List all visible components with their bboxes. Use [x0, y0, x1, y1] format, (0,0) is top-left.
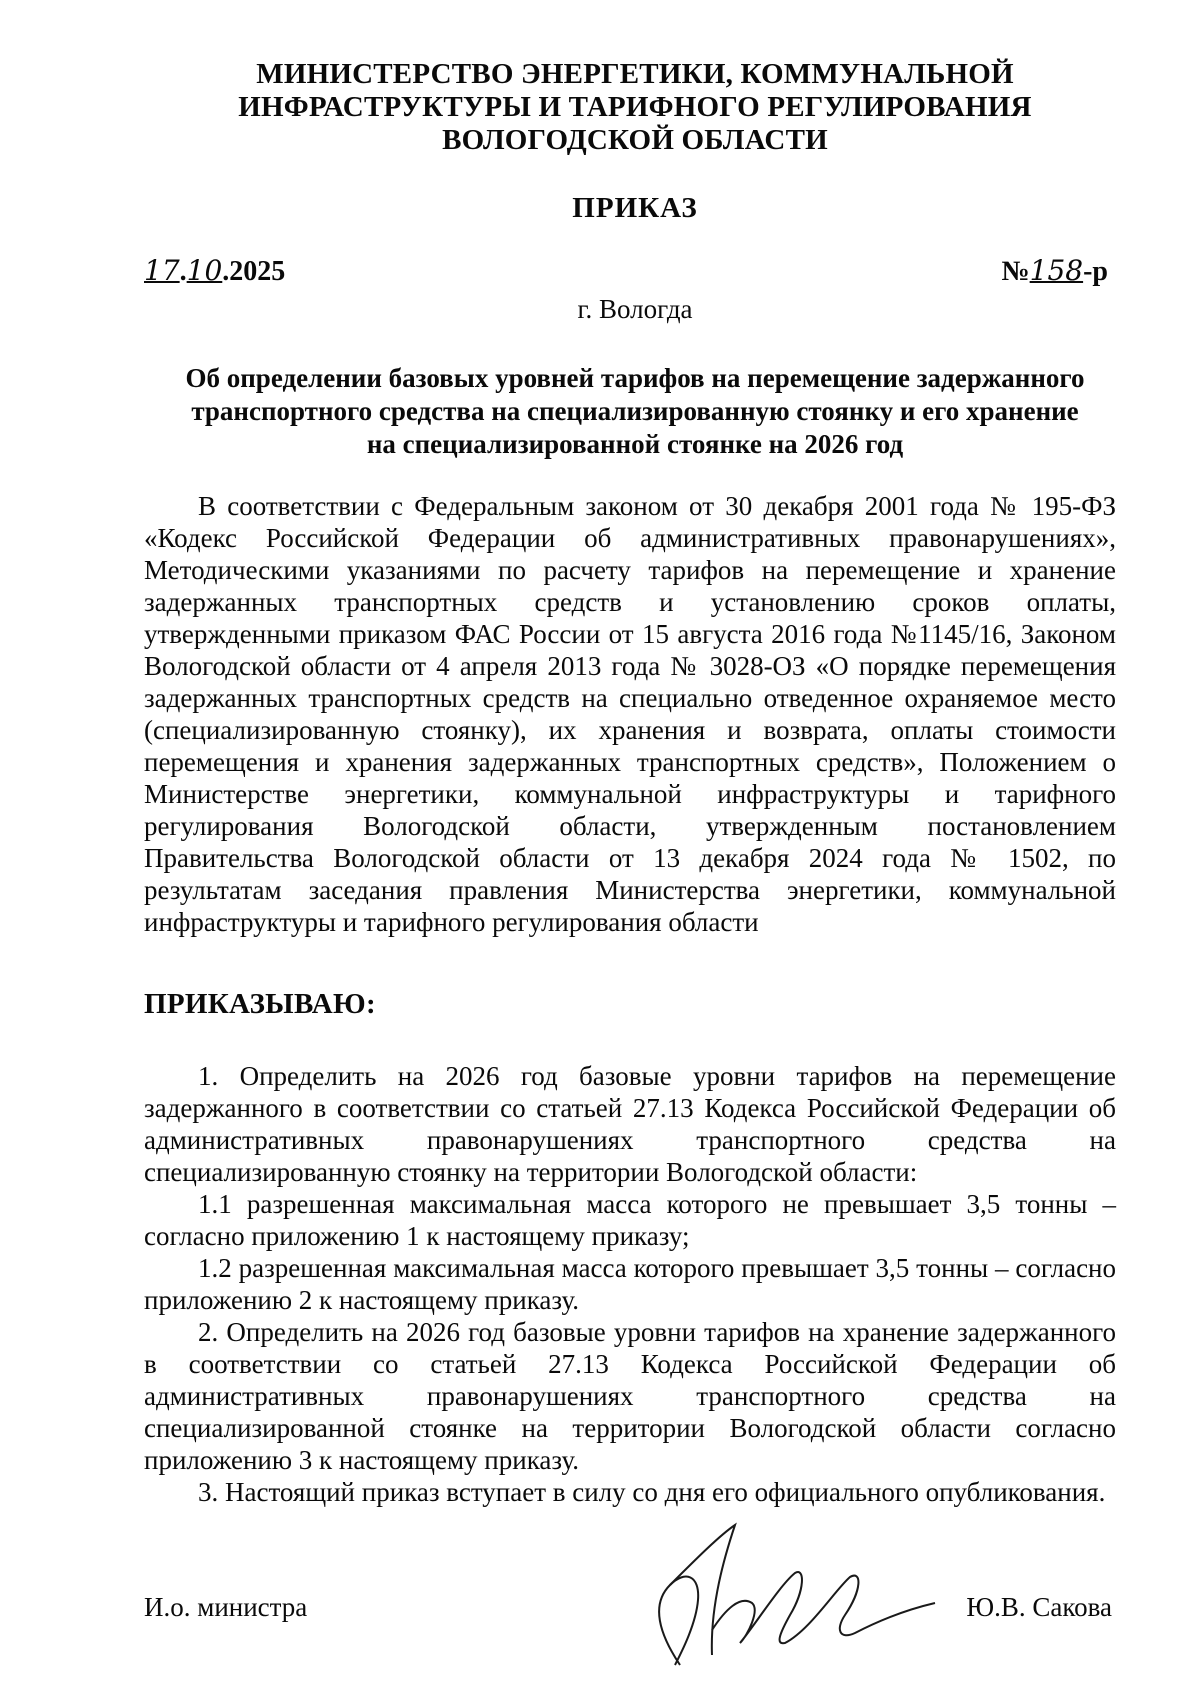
order-subject-line-2: транспортного средства на специализированную стоянку и его хранение [191, 396, 1079, 426]
signatory-name: Ю.В. Сакова [966, 1592, 1112, 1622]
order-date-year: .2025 [222, 256, 286, 287]
order-date [144, 254, 285, 288]
order-subject-line-3: на специализированной стоянке на 2026 год [366, 429, 904, 459]
preamble [144, 490, 1116, 938]
ministry-header-line-3: ВОЛОГОДСКОЙ ОБЛАСТИ [442, 124, 828, 156]
order-date-month: 10 [186, 254, 223, 287]
order-item-3: 3. Настоящий приказ вступает в силу со дня его официального опубликования. [198, 1477, 1106, 1507]
order-directive: ПРИКАЗЫВАЮ: [144, 988, 376, 1020]
order-subject-line-1: Об определении базовых уровней тарифов на перемещение задержанного [185, 363, 1085, 393]
order-number-suffix: -р [1083, 256, 1108, 287]
order-items [144, 1060, 1116, 1508]
order-number [1002, 254, 1109, 288]
city: г. Вологда [577, 294, 693, 324]
order-number-prefix: № [1001, 256, 1030, 287]
order-subject [140, 362, 1130, 461]
order-item-1-2: 1.2 разрешенная максимальная масса которого превышает 3,5 тонны – согласно приложению 2 к настоящему приказу. [144, 1253, 1116, 1315]
order-date-day: 17 [144, 254, 180, 287]
order-date-separator: . [179, 256, 187, 287]
ministry-header-line-1: МИНИСТЕРСТВО ЭНЕРГЕТИКИ, КОММУНАЛЬНОЙ [256, 58, 1014, 90]
signatory-position: И.о. министра [144, 1592, 308, 1622]
ministry-header [140, 58, 1130, 157]
document-type-title: ПРИКАЗ [572, 192, 698, 224]
handwritten-signature [640, 1515, 940, 1675]
ministry-header-line-2: ИНФРАСТРУКТУРЫ И ТАРИФНОГО РЕГУЛИРОВАНИЯ [238, 91, 1032, 123]
order-number-value: 158 [1029, 254, 1084, 287]
order-item-1: 1. Определить на 2026 год базовые уровни тарифов на перемещение задержанного в соответствии со статьей 27.13 Кодекса Российской Федерации об административных правонарушениях транспортного средства на специализированную стоянку на территории Вологодской области: [144, 1061, 1116, 1187]
order-item-1-1: 1.1 разрешенная максимальная масса которого не превышает 3,5 тонны – согласно приложению 1 к настоящему приказу; [144, 1189, 1116, 1251]
order-item-2: 2. Определить на 2026 год базовые уровни тарифов на хранение задержанного в соответствии со статьей 27.13 Кодекса Российской Федерации об административных правонарушениях транспортного средства на специализированной стоянке на территории Вологодской области согласно приложению 3 к настоящему приказу. [144, 1317, 1116, 1475]
preamble-paragraph: В соответствии с Федеральным законом от 30 декабря 2001 года № 195-ФЗ «Кодекс Российской Федерации об административных правонарушениях», Методическими указаниями по расчету тарифов на перемещение и хранение задержанных транспортных средств и установлению сроков оплаты, утвержденными приказом ФАС России от 15 августа 2016 года №1145/16, Законом Вологодской области от 4 апреля 2013 года № 3028-ОЗ «О порядке перемещения задержанных транспортных средств на специально отведенное охраняемое место (специализированную стоянку), их хранения и возврата, оплаты стоимости перемещения и хранения задержанных транспортных средств», Положением о Министерстве энергетики, коммунальной инфраструктуры и тарифного регулирования Вологодской области, утвержденным постановлением Правительства Вологодской области от 13 декабря 2024 года № 1502, по результатам заседания правления Министерства энергетики, коммунальной инфраструктуры и тарифного регулирования области [144, 491, 1116, 937]
